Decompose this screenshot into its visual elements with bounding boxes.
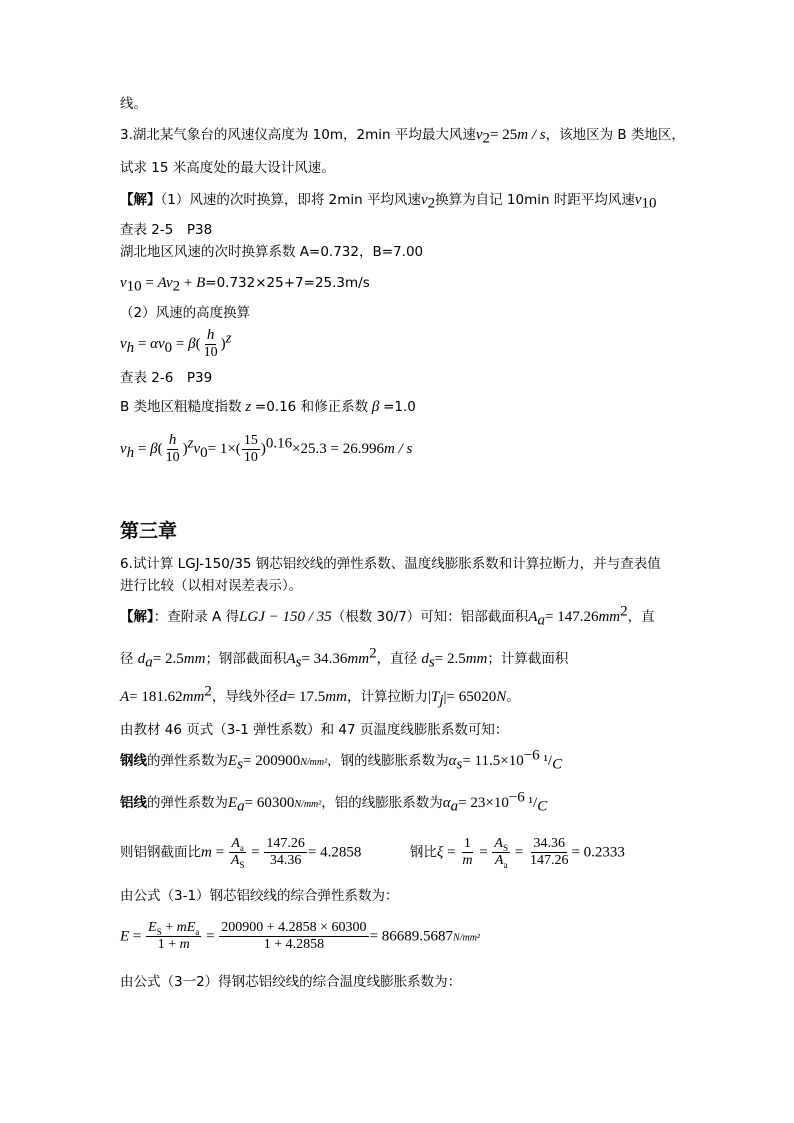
problem-3-line-2: 试求 15 米高度处的最大设计风速。 bbox=[120, 160, 335, 176]
solution-line-2: 径 $d_a= 2.5mm$；钢部截面积$A_s= 34.36mm^2$，直径 $d_s= 2.5mm$；计算截面积 bbox=[120, 645, 569, 671]
textbook-ref: 由教材 46 页式（3-1 弹性系数）和 47 页温度线膨胀系数可知： bbox=[120, 722, 509, 738]
coefficient-line: 湖北地区风速的次时换算系数 A=0.732，B=7.00 bbox=[120, 244, 424, 260]
solution-line-1: 【解】：查附录 A 得LGJ − 150 / 35（根数 30/7）可知：铝部截面积$A_a= 147.26mm^2$，直 bbox=[120, 603, 655, 629]
problem-6-line-2: 进行比较（以相对误差表示）。 bbox=[120, 578, 303, 594]
aluminum-properties: 铝线的弹性系数为$E_a= 60300N/mm^2$，铝的线膨胀系数为$\alpha_a= 23\times 10^{-6}$ $^1/_C$ bbox=[120, 789, 548, 815]
solution-line-3: $A= 181.62mm^2$，导线外径d= 17.5mm，计算拉断力$|T_j|= 65020N$。 bbox=[120, 683, 520, 709]
formula-v10: $v_{10} = Av_2 + B=0.732\times 25+7=25.3m/s$ bbox=[120, 275, 370, 295]
table-ref: 查表 2-5 P38 bbox=[120, 222, 213, 238]
solution-step-1: 【解】（1）风速的次时换算，即将 2min 平均风速$v_2$换算为自记 10min 时距平均风速$v_{10}$ bbox=[120, 192, 657, 212]
steel-properties: 钢线的弹性系数为$E_s= 200900N/mm^2$，钢的线膨胀系数为$\alpha_s= 11.5\times 10^{-6}$ $^1/_C$ bbox=[120, 747, 563, 773]
roughness-line: B 类地区粗糙度指数 z =0.16 和修正系数 β =1.0 bbox=[120, 399, 416, 415]
formula-E: E = $\frac{E_S + mE_a}{1 + m}$ = $\frac{200900 + 4.2858 \times 60300}{1 + 4.2858}$ = 86689.5687N/mm² bbox=[120, 920, 480, 953]
text-line: 线。 bbox=[120, 96, 147, 112]
problem-6-line-1: 6.试计算 LGJ-150/35 钢芯铝绞线的弹性系数、温度线膨胀系数和计算拉断力，并与查表值 bbox=[120, 556, 661, 572]
ratio-line: 则铝钢截面比m = $\frac{A_a}{A_S}$ = $\frac{147.26}{34.36}$ = 4.2858 钢比ξ = $\frac{1}{m}$ = $\frac{A_S}{A_a}$ = $\frac{34.36}{147.26}$ = 0.2333 bbox=[120, 836, 625, 870]
formula-ref-1: 由公式（3-1）钢芯铝绞线的综合弹性系数为： bbox=[120, 888, 399, 904]
table-ref-2: 查表 2-6 P39 bbox=[120, 370, 213, 386]
formula-ref-2: 由公式（3一2）得钢芯铝绞线的综合温度线膨胀系数为： bbox=[120, 974, 462, 990]
chapter-heading: 第三章 bbox=[120, 520, 178, 542]
solution-step-2: （2）风速的高度换算 bbox=[120, 305, 251, 321]
problem-3-line-1: 3.湖北某气象台的风速仪高度为 10m，2min 平均最大风速$v_2= 25m / s$，该地区为 B 类地区， bbox=[120, 127, 685, 147]
formula-vh-result: $v_h = \beta$( $\frac{h}{10}$ )$^zv_0= 1\times$( $\frac{15}{10}$ )$^{0.16}$×25.3 = 26.996m / s bbox=[120, 432, 413, 466]
formula-vh: $v_h = \alpha v_0 = \beta$( $\frac{h}{10}$ )$^z$ bbox=[120, 327, 232, 361]
